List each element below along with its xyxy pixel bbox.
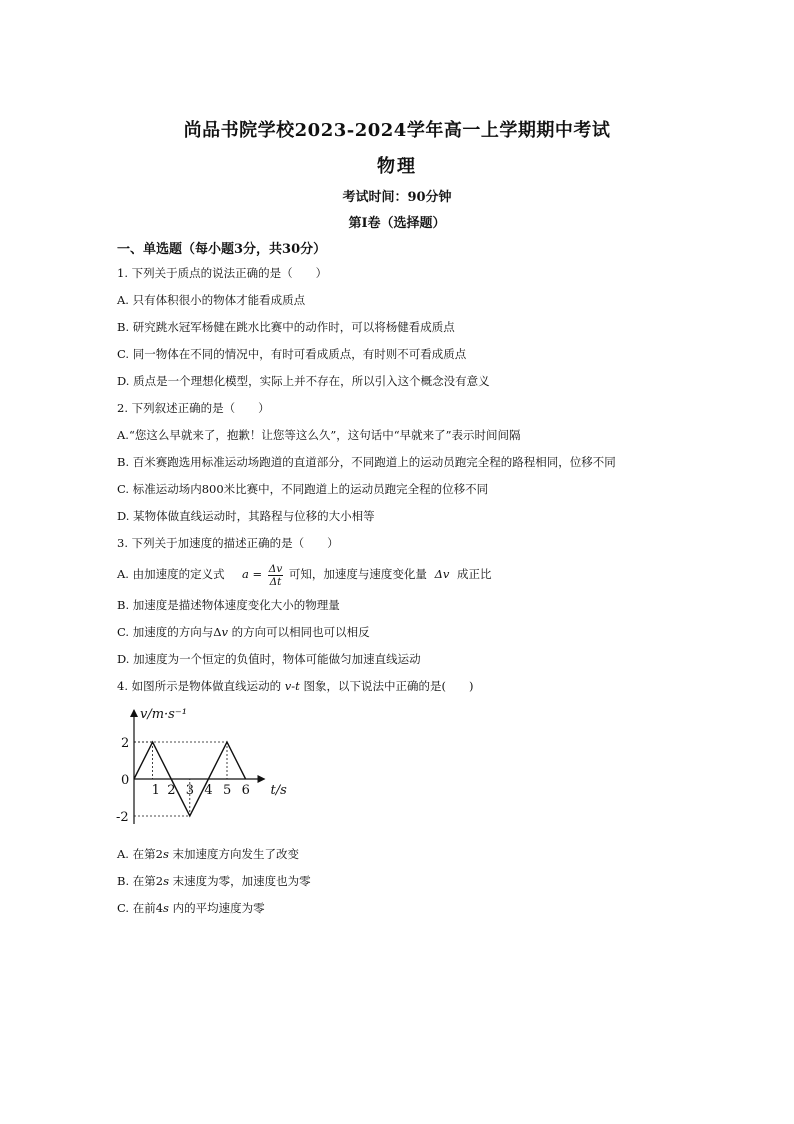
q4-option-c bbox=[117, 900, 265, 916]
subject-title: 物理 bbox=[377, 156, 417, 177]
q4-c-prefix: C. 在前4 bbox=[117, 901, 164, 915]
vt-graph bbox=[110, 700, 310, 830]
q4-a-prefix: A. 在第2 bbox=[117, 847, 163, 861]
q2-option-a: A.“您这么早就来了，抱歉！让您等这么久”，这句话中“早就来了”表示时间间隔 bbox=[117, 428, 521, 442]
x-tick-label: 3 bbox=[185, 783, 195, 798]
q3-option-c bbox=[117, 624, 370, 640]
q3-a-fraction-den: Δt bbox=[269, 575, 282, 588]
q4-stem-prefix: 4. 如图所示是物体做直线运动的 bbox=[117, 679, 282, 693]
q3-a-tail: 成正比 bbox=[457, 567, 492, 581]
q4-b-prefix: B. 在第2 bbox=[117, 874, 164, 888]
q1-option-d: D. 质点是一个理想化模型，实际上并不存在，所以引入这个概念没有意义 bbox=[117, 374, 490, 388]
y-tick-label: 2 bbox=[121, 736, 130, 751]
q4-b-s: s bbox=[163, 874, 169, 888]
q3-a-dv: Δv bbox=[434, 567, 450, 581]
q4-b-suffix: 末速度为零，加速度也为零 bbox=[172, 874, 311, 888]
q3-a-formula-eq: = bbox=[252, 567, 263, 581]
q3-a-prefix: A. 由加速度的定义式 bbox=[117, 567, 225, 581]
q3-c-v: v bbox=[221, 625, 229, 639]
q3-a-fraction-num: Δv bbox=[268, 562, 283, 575]
q1-option-c: C. 同一物体在不同的情况中，有时可看成质点，有时则不可看成质点 bbox=[117, 347, 467, 361]
q2-option-c: C. 标准运动场内800米比赛中，不同跑道上的运动员跑完全程的位移不同 bbox=[117, 482, 489, 496]
q4-option-b bbox=[117, 873, 311, 889]
q3-stem: 3. 下列关于加速度的描述正确的是（ ） bbox=[117, 536, 339, 550]
q3-option-d: D. 加速度为一个恒定的负值时，物体可能做匀加速直线运动 bbox=[117, 652, 421, 666]
q4-stem bbox=[117, 678, 473, 694]
x-tick-label: 6 bbox=[241, 783, 250, 798]
y-tick-label: 0 bbox=[121, 773, 130, 788]
q4-c-s: s bbox=[163, 901, 169, 915]
volume-label: 第Ⅰ卷（选择题） bbox=[348, 216, 446, 231]
y-axis-label: v/m·s⁻¹ bbox=[140, 707, 187, 722]
q2-option-d: D. 某物体做直线运动时，其路程与位移的大小相等 bbox=[117, 509, 375, 523]
q3-a-middle: 可知，加速度与速度变化量 bbox=[288, 567, 427, 581]
exam-time: 考试时间：90分钟 bbox=[342, 190, 452, 205]
q4-stem-suffix: 图象，以下说法中正确的是( ) bbox=[303, 679, 474, 693]
q2-stem: 2. 下列叙述正确的是（ ） bbox=[117, 401, 270, 415]
q3-c-suffix: 的方向可以相同也可以相反 bbox=[231, 625, 370, 639]
q1-stem: 1. 下列关于质点的说法正确的是（ ） bbox=[117, 266, 328, 280]
q3-c-prefix: C. 加速度的方向与Δ bbox=[117, 625, 222, 639]
x-tick-label: 4 bbox=[204, 783, 213, 798]
q3-option-b: B. 加速度是描述物体速度变化大小的物理量 bbox=[117, 598, 340, 612]
q1-option-b: B. 研究跳水冠军杨健在跳水比赛中的动作时，可以将杨健看成质点 bbox=[117, 320, 455, 334]
q3-a-fraction bbox=[268, 563, 284, 588]
q3-option-a bbox=[117, 560, 492, 588]
x-axis-label: t/s bbox=[270, 783, 287, 798]
q4-option-a bbox=[117, 846, 299, 862]
q3-a-formula-lhs: a bbox=[241, 567, 249, 581]
q2-option-b: B. 百米赛跑选用标准运动场跑道的直道部分，不同跑道上的运动员跑完全程的路程相同，位移不同 bbox=[117, 455, 616, 469]
q4-a-s: s bbox=[162, 847, 169, 861]
exam-title: 尚品书院学校2023-2024学年高一上学期期中考试 bbox=[183, 120, 611, 141]
q4-c-suffix: 内的平均速度为零 bbox=[172, 901, 265, 915]
x-tick-label: 5 bbox=[223, 783, 232, 798]
q4-a-suffix: 末加速度方向发生了改变 bbox=[172, 847, 299, 861]
section-heading: 一、单选题（每小题3分，共30分） bbox=[117, 242, 327, 257]
q4-stem-vt: v-t bbox=[284, 679, 300, 693]
x-tick-label: 1 bbox=[151, 783, 160, 798]
x-tick-label: 2 bbox=[167, 783, 176, 798]
y-tick-label: -2 bbox=[116, 810, 129, 825]
q1-option-a: A. 只有体积很小的物体才能看成质点 bbox=[117, 293, 306, 307]
